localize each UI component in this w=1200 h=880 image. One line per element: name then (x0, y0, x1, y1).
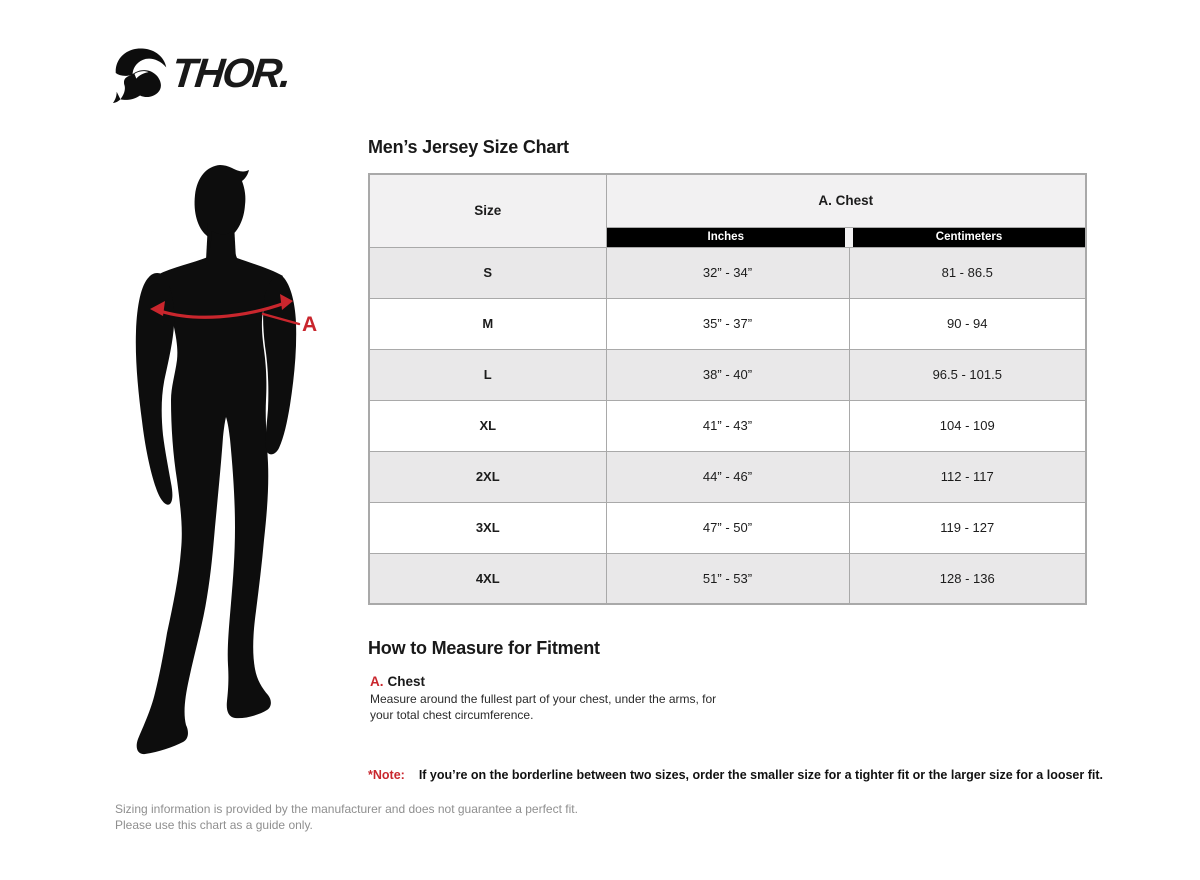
column-header-size: Size (369, 174, 606, 247)
measure-item-key: A. (370, 674, 384, 689)
brand-logo-text: THOR. (169, 50, 292, 96)
inches-cell: 41” - 43” (606, 400, 849, 451)
size-cell: L (369, 349, 606, 400)
sizing-note-label: *Note: (368, 768, 405, 782)
cm-cell: 128 - 136 (849, 553, 1086, 604)
body-silhouette (136, 165, 296, 754)
measure-section-heading: How to Measure for Fitment (368, 638, 600, 658)
cm-cell: 112 - 117 (849, 451, 1086, 502)
size-cell: S (369, 247, 606, 298)
size-cell: XL (369, 400, 606, 451)
table-row-l (369, 349, 1086, 400)
table-row-xl (369, 400, 1086, 451)
brand-logo (112, 42, 290, 104)
measure-item-description: Measure around the fullest part of your chest, under the arms, for your total chest circumference. (370, 692, 717, 722)
inches-cell: 51” - 53” (606, 553, 849, 604)
table-header-row (369, 174, 1086, 227)
table-row-3xl (369, 502, 1086, 553)
thor-ram-head-icon (112, 42, 170, 104)
inches-cell: 35” - 37” (606, 298, 849, 349)
column-header-inches: Inches (607, 228, 846, 247)
column-header-chest-group: A. Chest (606, 174, 1086, 227)
cm-cell: 119 - 127 (849, 502, 1086, 553)
cm-cell: 104 - 109 (849, 400, 1086, 451)
size-cell: M (369, 298, 606, 349)
measure-item-chest (370, 674, 425, 689)
sizing-note (368, 768, 1103, 782)
footer-disclaimer-line1: Sizing information is provided by the manufacturer and does not guarantee a perfect fit. (115, 802, 578, 816)
footer-disclaimer-line2: Please use this chart as a guide only. (115, 818, 313, 832)
inches-cell: 32” - 34” (606, 247, 849, 298)
size-cell: 2XL (369, 451, 606, 502)
size-cell: 3XL (369, 502, 606, 553)
inches-cell: 38” - 40” (606, 349, 849, 400)
footer-disclaimer (115, 801, 578, 833)
chest-label-a: A (302, 313, 318, 336)
table-row-4xl (369, 553, 1086, 604)
table-row-m (369, 298, 1086, 349)
inches-cell: 47” - 50” (606, 502, 849, 553)
sizing-note-text: If you’re on the borderline between two sizes, order the smaller size for a tighter fit or the larger size for a looser fit. (418, 768, 1103, 782)
table-row-2xl (369, 451, 1086, 502)
measure-item-name: Chest (387, 674, 426, 689)
inches-cell: 44” - 46” (606, 451, 849, 502)
size-cell: 4XL (369, 553, 606, 604)
size-chart-title: Men’s Jersey Size Chart (368, 137, 569, 157)
cm-cell: 81 - 86.5 (849, 247, 1086, 298)
column-header-centimeters: Centimeters (853, 228, 1085, 247)
cm-cell: 96.5 - 101.5 (849, 349, 1086, 400)
size-chart-table (368, 173, 1087, 605)
cm-cell: 90 - 94 (849, 298, 1086, 349)
male-silhouette-figure (133, 163, 337, 767)
table-row-s (369, 247, 1086, 298)
